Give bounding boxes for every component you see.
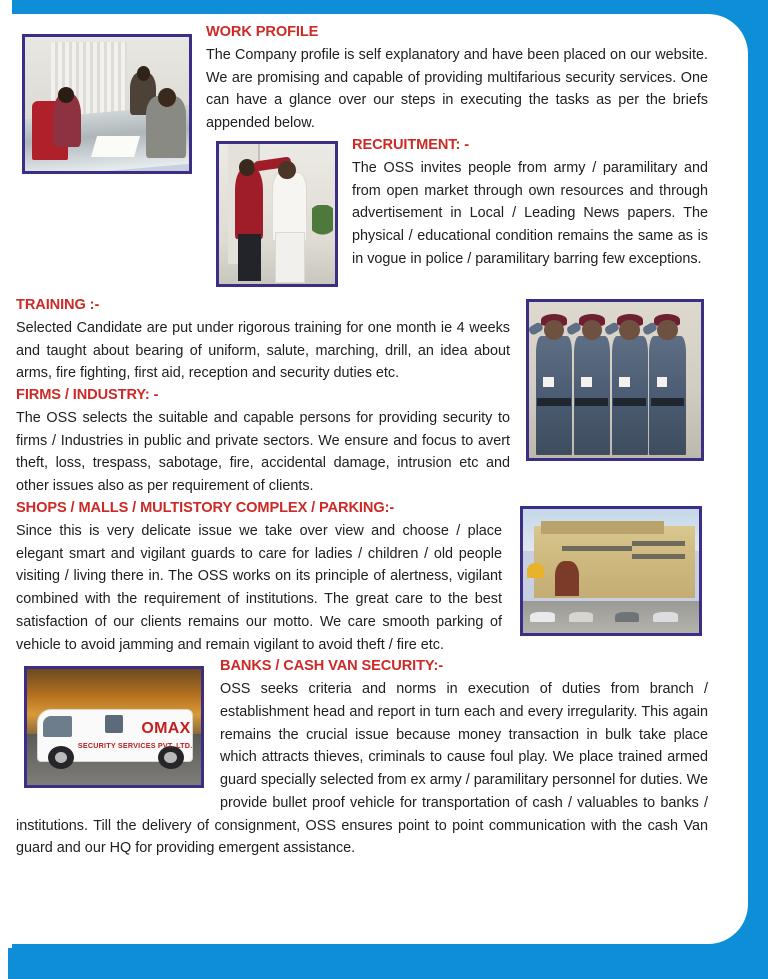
section-body-recruitment: The OSS invites people from army / paramilitary and from open market through own resources and through advertisement in Local / Leading News papers. The physical / educational condition remains the same as is in vogue in police / paramilitary barring few exceptions. xyxy=(352,159,708,267)
office-person-right-head xyxy=(158,88,176,107)
guard-1 xyxy=(536,336,572,455)
photo-guards-saluting xyxy=(526,299,704,461)
photo-height-measurement xyxy=(216,141,338,287)
mall-car-4 xyxy=(653,612,678,622)
section-heading-shops-malls: SHOPS / MALLS / MULTISTORY COMPLEX / PARKING:- xyxy=(16,499,395,516)
section-heading-work-profile: WORK PROFILE xyxy=(206,24,319,40)
guard-2-head xyxy=(582,320,602,340)
guard-1-belt xyxy=(537,398,570,406)
mall-window-row-1 xyxy=(562,546,632,551)
section-heading-training: TRAINING :- xyxy=(16,296,100,313)
guard-3-belt xyxy=(613,398,646,406)
brochure-content xyxy=(8,14,724,860)
van-windshield xyxy=(43,716,73,737)
mall-window-row-3 xyxy=(632,554,685,559)
guard-4-head xyxy=(657,320,677,340)
mall-entrance-arch xyxy=(555,561,580,596)
office-person-back-head xyxy=(137,66,150,81)
guard-4-belt xyxy=(651,398,684,406)
section-heading-banks-cash-van: BANKS / CASH VAN SECURITY:- xyxy=(220,658,443,675)
photo-omax-van xyxy=(24,666,204,788)
section-body-work-profile: The Company profile is self explanatory and have been placed on our website. We are promising and capable of providing multifarious security services. One can have a glance over our steps in executing the tasks as per the briefs appended below. xyxy=(206,46,708,132)
guard-1-head xyxy=(544,320,564,340)
van-company-tagline-text: SECURITY SERVICES PVT. LTD. xyxy=(77,741,193,751)
section-body-training: Selected Candidate are put under rigorous training for one month ie 4 weeks and taught about bearing of uniform, salute, marching, drill, an idea about arms, fire fighting, first aid, reception and security duties etc. xyxy=(16,319,510,382)
white-content-sheet xyxy=(8,14,748,944)
section-heading-firms-industry: FIRMS / INDUSTRY: - xyxy=(16,387,159,404)
van-company-name-text: OMAX xyxy=(141,719,191,737)
van-front-wheel xyxy=(48,746,74,769)
office-person-left-head xyxy=(58,87,74,103)
recruiter-head xyxy=(239,159,255,176)
candidate-legs xyxy=(275,232,305,283)
mall-roadside-sign xyxy=(527,563,545,578)
mall-building-upper-block xyxy=(541,521,664,533)
guard-2-belt xyxy=(575,398,608,406)
guard-4 xyxy=(649,336,685,455)
guard-2 xyxy=(574,336,610,455)
section-body-firms-industry: The OSS selects the suitable and capable persons for providing security to firms / Industries in public and private sectors. We ensure and focus to avert theft, loss, trespass, sabotage, fire, accidental damage, intrusion etc and other issues also as per requirement of clients. xyxy=(16,409,510,495)
section-body-banks-cash-van: OSS seeks criteria and norms in execution of duties from branch / establishment head and report in turn each and every irregularity. This again remains the crucial issue because money transaction in bulk take place which attracts thieves, criminals to cause foul play. We place trained armed guard specially selected from ex army / paramilitary personnel for duties. We provide bullet proof vehicle for transportation of cash / valuables to banks / institutions. Till the delivery of consignment, OSS ensures point to point communication with the cash Van guard and our HQ for providing emergent assistance. xyxy=(16,681,708,857)
candidate-head xyxy=(278,161,295,179)
guard-3-badge xyxy=(619,377,630,388)
mall-window-row-2 xyxy=(632,541,685,546)
recruiter-legs xyxy=(238,234,261,282)
guard-3-head xyxy=(619,320,639,340)
left-white-gutter xyxy=(0,0,12,948)
guard-3 xyxy=(612,336,648,455)
mall-car-3 xyxy=(615,612,640,622)
van-side-window xyxy=(105,715,122,734)
office-documents xyxy=(91,136,140,157)
mall-car-2 xyxy=(569,612,594,622)
bottom-left-white-sliver xyxy=(0,945,8,979)
section-heading-recruitment: RECRUITMENT: - xyxy=(352,136,469,153)
recruiter-torso xyxy=(235,169,263,239)
guard-1-badge xyxy=(543,377,554,388)
section-body-shops-malls: Since this is very delicate issue we take over view and choose / place elegant smart and vigilant guards to care for ladies / children / old people visiting / living there in. The OSS works on its principle of alertness, vigilant combined with the requirement of institutions. The great care to the best satisfaction of our clients remains our motto. We care smooth parking of vehicle to avoid jamming and remain vigilant to avoid theft / fire etc. xyxy=(16,522,502,653)
photo-shopping-mall xyxy=(520,506,702,636)
guard-4-badge xyxy=(657,377,668,388)
room-plant xyxy=(312,205,333,253)
mall-car-1 xyxy=(530,612,555,622)
guard-2-badge xyxy=(581,377,592,388)
photo-office-interview xyxy=(22,34,192,174)
